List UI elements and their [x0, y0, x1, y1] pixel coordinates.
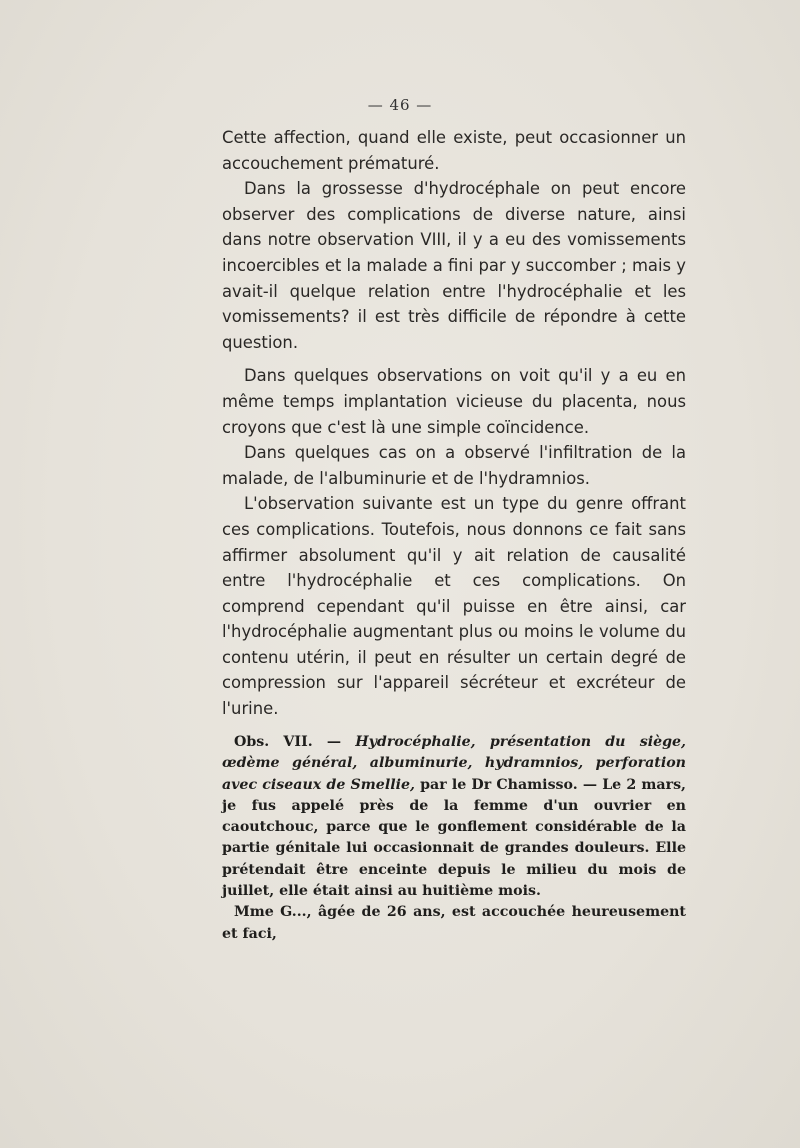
paragraph-3: Dans quelques observations on voit qu'il y a eu en même temps implantation vicieuse du placenta, nous croyons que c'est là une simple coïncidence.	[222, 366, 686, 437]
observation-block	[222, 732, 686, 945]
paragraph-5: L'observation suivante est un type du genre offrant ces complications. Toutefois, nous donnons ce fait sans affirmer absolument qu'il y ait relation de causalité entre l'hydrocéphalie et ces complications. On comprend cependant qu'il puisse en être ainsi, car l'hydrocéphalie augmentant plus ou moins le volume du contenu utérin, il peut en résulter un certain degré de compression sur l'appareil sécréteur et excréteur de l'urine.	[222, 494, 686, 719]
page-number: — 46 —	[367, 96, 433, 114]
main-text	[222, 125, 686, 722]
paragraph-2: Dans la grossesse d'hydrocéphale on peut encore observer des complications de diverse nature, ainsi dans notre observation VIII, il y a eu des vomissements incoercibles et la malade a fini par y succomber ; mais y avait-il quelque relation entre l'hydrocéphalie et les vomissements? il est très difficile de répondre à cette question.	[222, 179, 686, 352]
observation-label: Obs. VII. —	[234, 734, 356, 750]
observation-paragraph-1	[222, 732, 686, 902]
paragraph-1: Cette affection, quand elle existe, peut occasionner un accouchement prématuré.	[222, 128, 686, 173]
observation-paragraph-2: Mme G..., âgée de 26 ans, est accouchée heureusement et faci,	[222, 904, 686, 942]
paragraph-4: Dans quelques cas on a observé l'infiltration de la malade, de l'albuminurie et de l'hydramnios.	[222, 443, 686, 488]
observation-title: Hydrocéphalie, présentation du siège, œdème général, albuminurie, hydramnios, perforation avec ciseaux de Smellie,	[222, 734, 686, 793]
observation-text-1: par le Dr Chamisso. — Le 2 mars, je fus appelé près de la femme d'un ouvrier en caoutchouc, parce que le gonflement considérable de la partie génitale lui occasionnait de grandes douleurs. Elle prétendait être enceinte depuis le milieu du mois de juillet, elle était ainsi au huitième mois.	[222, 776, 686, 900]
